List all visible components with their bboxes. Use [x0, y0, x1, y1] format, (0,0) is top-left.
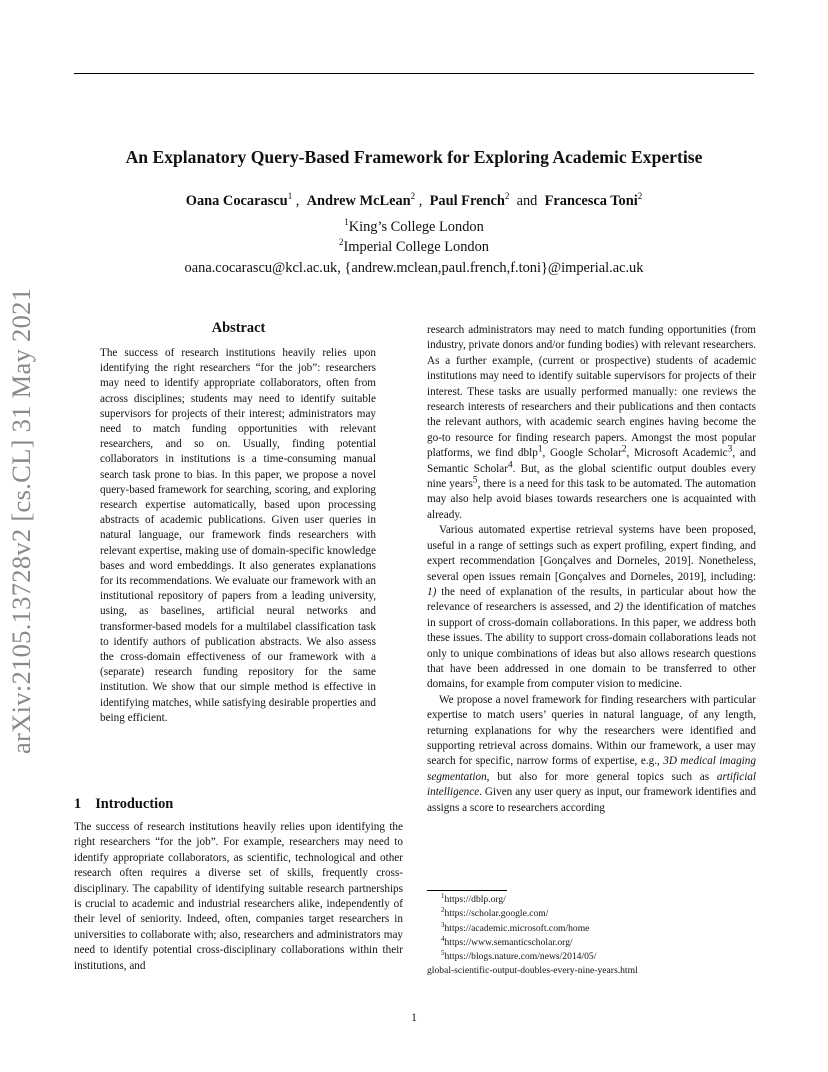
footnote[interactable]: $^5$https://blogs.nature.com/news/2014/05/	[441, 949, 597, 963]
author-affil-mark: 2	[504, 191, 510, 202]
footnote[interactable]: $^3$https://academic.microsoft.com/home	[441, 920, 590, 934]
affil-name: King’s College London	[348, 219, 484, 235]
author-affil-mark: 2	[410, 191, 416, 202]
footnote-continuation[interactable]: global-scientific-output-doubles-every-nine-years.html	[427, 965, 638, 977]
footnote[interactable]: $^4$https://www.semanticscholar.org/	[441, 934, 573, 948]
affil-name: Imperial College London	[343, 239, 489, 255]
footnote[interactable]: $^2$https://scholar.google.com/	[441, 906, 549, 920]
footnote-mark[interactable]: 3	[727, 444, 733, 455]
author-list	[74, 193, 754, 210]
body-paragraph: We propose a novel framework for finding researchers with particular expertise to match users’ queries in natural language, of any length, returning explanations for why the researchers were identified and supporting retrieval across domains. Within our framework, a user may search for specific, narrow forms of expertise, e.g., 3D medical imaging segmentation, but also for more general topics such as artificial intelligence. Given any user query as input, our framework identifies and assigns a score to researchers according	[427, 693, 756, 814]
paper-title: An Explanatory Query-Based Framework for Exploring Academic Expertise	[125, 147, 703, 167]
author-separator: ,	[418, 193, 423, 209]
section-number: 1	[74, 796, 82, 812]
author-separator: ,	[295, 193, 300, 209]
footnote-mark[interactable]: 1	[537, 444, 543, 455]
footnotes	[427, 893, 757, 979]
affiliation	[74, 219, 754, 236]
arxiv-identifier: arXiv:2105.13728v2 [cs.CL] 31 May 2021	[6, 287, 36, 754]
author-name: Paul French	[429, 193, 505, 209]
author-affil-mark: 2	[637, 191, 643, 202]
footnote-rule	[427, 890, 507, 891]
body-paragraph: research administrators may need to match funding opportunities (from industry, private donors and/or funding bodies) with relevant researchers. As a further example, (current or prospective) students of academic institutions may need to identify suitable supervisors for projects of their interest. These tasks are usually performed manually: one reviews the research interests of researchers and their publications and then contacts the relevant authors, with academic search engines having become the go-to resource for finding research papers. Amongst the most popular platforms, we find dblp$^1$, Google Scholar$^2$, Microsoft Academic$^3$, and Semantic Scholar$^4$. But, as the global scientific output doubles every nine years$^5$, there is a need for this task to be automated. The automation may also help avoid biases towards researchers one is acquainted with already.	[427, 324, 757, 521]
abstract-heading: Abstract	[211, 320, 266, 336]
affil-mark: 2	[339, 237, 344, 248]
author-emails: oana.cocarascu@kcl.ac.uk, {andrew.mclean,paul.french,f.toni}@imperial.ac.uk	[184, 260, 644, 276]
affiliation	[74, 239, 754, 256]
footnote-mark[interactable]: 4	[507, 459, 513, 470]
footnote-mark[interactable]: 2	[621, 444, 627, 455]
author-name: Oana Cocarascu	[185, 193, 288, 209]
author-affil-mark: 1	[287, 191, 293, 202]
footnote-mark[interactable]: 5	[472, 475, 478, 486]
author-separator: and	[516, 193, 538, 209]
page-number: 1	[411, 1012, 417, 1024]
author-name: Francesca Toni	[544, 193, 638, 209]
body-paragraph: Various automated expertise retrieval systems have been proposed, useful in a range of settings such as expert profiling, expert finding, and expert recommendation [Gonçalves and Dorneles, 2019]. Nonetheless, several open issues remain [Gonçalves and Dorneles, 2019], including: 1) the need of explanation of the results, in particular about how the relevance of researchers is assessed, and 2) the identification of matches in support of cross-domain collaborations. In this paper, we address both these issues. The ability to support cross-domain collaborations leads not only to unique combinations of ideas but also allows research questions that have been addressed in one domain to be transferred to other domains, for example from computer vision to medicine.	[427, 524, 757, 691]
footnote[interactable]: $^1$https://dblp.org/	[441, 891, 506, 905]
affil-mark: 1	[344, 217, 349, 228]
author-name: Andrew McLean	[306, 193, 411, 209]
header-rule	[74, 73, 754, 74]
abstract-body: The success of research institutions heavily relies upon identifying the right researchers “for the job”: researchers may need to identify appropriate collaborators, often from across disciplines; students may need to identify suitable supervisors for projects of their interest; administrators may need to match funding opportunities with relevant researchers, and so on. Usually, finding potential collaborators in institutions is a time-consuming manual search task prone to bias. In this paper, we propose a novel query-based framework for searching, scoring, and exploring research expertise automatically, based upon processing abstracts of academic publications. Given user queries in natural language, our framework finds researchers with relevant expertise, making use of domain-specific knowledge bases and word embeddings. It also generates explanations for its recommendations. We evaluate our framework with an institutional repository of papers from a leading university, using, as baselines, artificial neural networks and transformer-based models for a multilabel classification task to identify authors of publication abstracts. We also assess the cross-domain effectiveness of our framework with a (separate) research funding repository for the same institution. We show that our simple method is effective in identifying matches, while satisfying desirable properties and being efficient.	[100, 347, 376, 724]
section-heading	[74, 796, 173, 813]
section-title: Introduction	[95, 796, 174, 812]
right-column	[427, 323, 756, 816]
intro-paragraph: The success of research institutions heavily relies upon identifying the right researchers “for the job”. For example, researchers may need to identify appropriate collaborators, as scientific, technological and other research often requires a diverse set of skills, frequently cross-disciplinary. The capability of identifying suitable research partnerships is crucial to academic and industrial researchers alike, independently of their level of seniority. Indeed, often, companies target researchers in universities to collaborate with; also, researchers and administrators may need to identify potential cross-disciplinary collaborations within their institutions, and	[74, 821, 403, 972]
